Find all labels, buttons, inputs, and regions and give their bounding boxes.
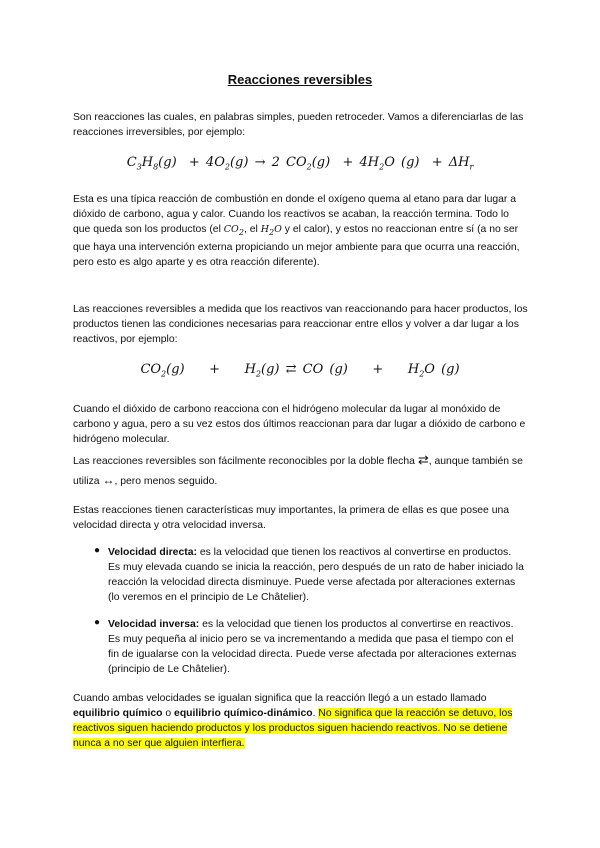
list-item-inverse-velocity: Velocidad inversa: es la velocidad que tienen los productos al convertirse en reactivos. Es muy pequeña al inicio pero se va incrementando a medida que pasa el tiempo con el fin de igualarse con la velocidad directa. Puede verse afectada por alteraciones externas (principio de Le Châtelier).	[108, 619, 517, 675]
co2-formula: $CO_2$	[223, 224, 244, 237]
co2-reaction-paragraph: Cuando el dióxido de carbono reacciona con el hidrógeno molecular da lugar al monóxido de carbono y agua, pero a su vez estos dos últimos reaccionan para dar lugar a dióxido de carbono e hidrógeno molecular.	[73, 404, 526, 445]
highlighted-text: No significa que la reacción se detuvo, los reactivos siguen haciendo productos y los productos siguen haciendo reactivos. No se detiene nunca a no ser que alguien interfiera.	[73, 708, 513, 749]
double-arrow: ⇄	[285, 362, 297, 377]
bidirectional-arrow-symbol: ↔	[102, 473, 115, 487]
list-item-direct-velocity: Velocidad directa: es la velocidad que tienen los reactivos al convertirse en productos. Es muy elevada cuando se inicia la reacción, pero después de un rato de haber iniciado la reacción la velocidad directa disminuye. Puede verse afectada por alteraciones externas (lo veremos en el principio de Le Châtelier).	[108, 547, 524, 603]
double-arrow-symbol: ⇄	[417, 452, 429, 467]
page-title: Reacciones reversibles	[227, 72, 373, 87]
reversible-paragraph: Las reacciones reversibles a medida que los reactivos van reaccionando para hacer productos, los productos tienen las condiciones necesarias para reaccionar entre ellos y volver a dar lugar a los reactivos, por ejemplo:	[73, 304, 528, 345]
bullet-icon: ●	[94, 617, 101, 628]
equilibrium-paragraph: Cuando ambas velocidades se igualan significa que la reacción llegó a un estado llamado equilibrio químico o equilibrio químico-dinámico. No significa que la reacción se detuvo, los reactivos siguen haciendo productos y los productos siguen haciendo reactivos. No se detiene nunca a no ser que alguien interfiera.	[73, 693, 513, 749]
arrow-notation-paragraph: Las reacciones reversibles son fácilmente reconocibles por la doble flecha ⇄, aunque también se utiliza ↔, pero menos seguido.	[73, 452, 523, 487]
reversible-equation: $CO_2(g)$ + $H_2(g)$ ⇄ CO (g) + $H_2O$ (g)	[140, 362, 460, 379]
h2o-formula: $H_2O$	[260, 224, 282, 237]
combustion-explanation-paragraph: Esta es una típica reacción de combustión en donde el oxígeno quema al etano para dar lugar a dióxido de carbono, agua y calor. Cuando los reactivos se acaban, la reacción termina. Todo lo que queda son los productos (el $CO_2$, el $H_2O$ y el calor), y estos no reaccionan entre sí (a no ser que haya una intervención externa propiciando un mejor ambiente para que ocurra una reacción, pero esto es algo aparte y es otra reacción diferente).	[73, 194, 520, 268]
reaction-arrow: →	[254, 155, 266, 170]
bullet-icon: ●	[94, 545, 101, 556]
combustion-equation: $C_3H_8(g) + 4O_2(g) \to 2$ $CO_2(g) + 4H_2O$ $(g) + \Delta H_r$	[126, 155, 474, 172]
characteristics-paragraph: Estas reacciones tienen características muy importantes, la primera de ellas es que posee una velocidad directa y otra velocidad inversa.	[73, 505, 510, 531]
intro-paragraph: Son reacciones las cuales, en palabras simples, pueden retroceder. Vamos a diferenciarlas de las reacciones irreversibles, por ejemplo:	[73, 112, 524, 138]
